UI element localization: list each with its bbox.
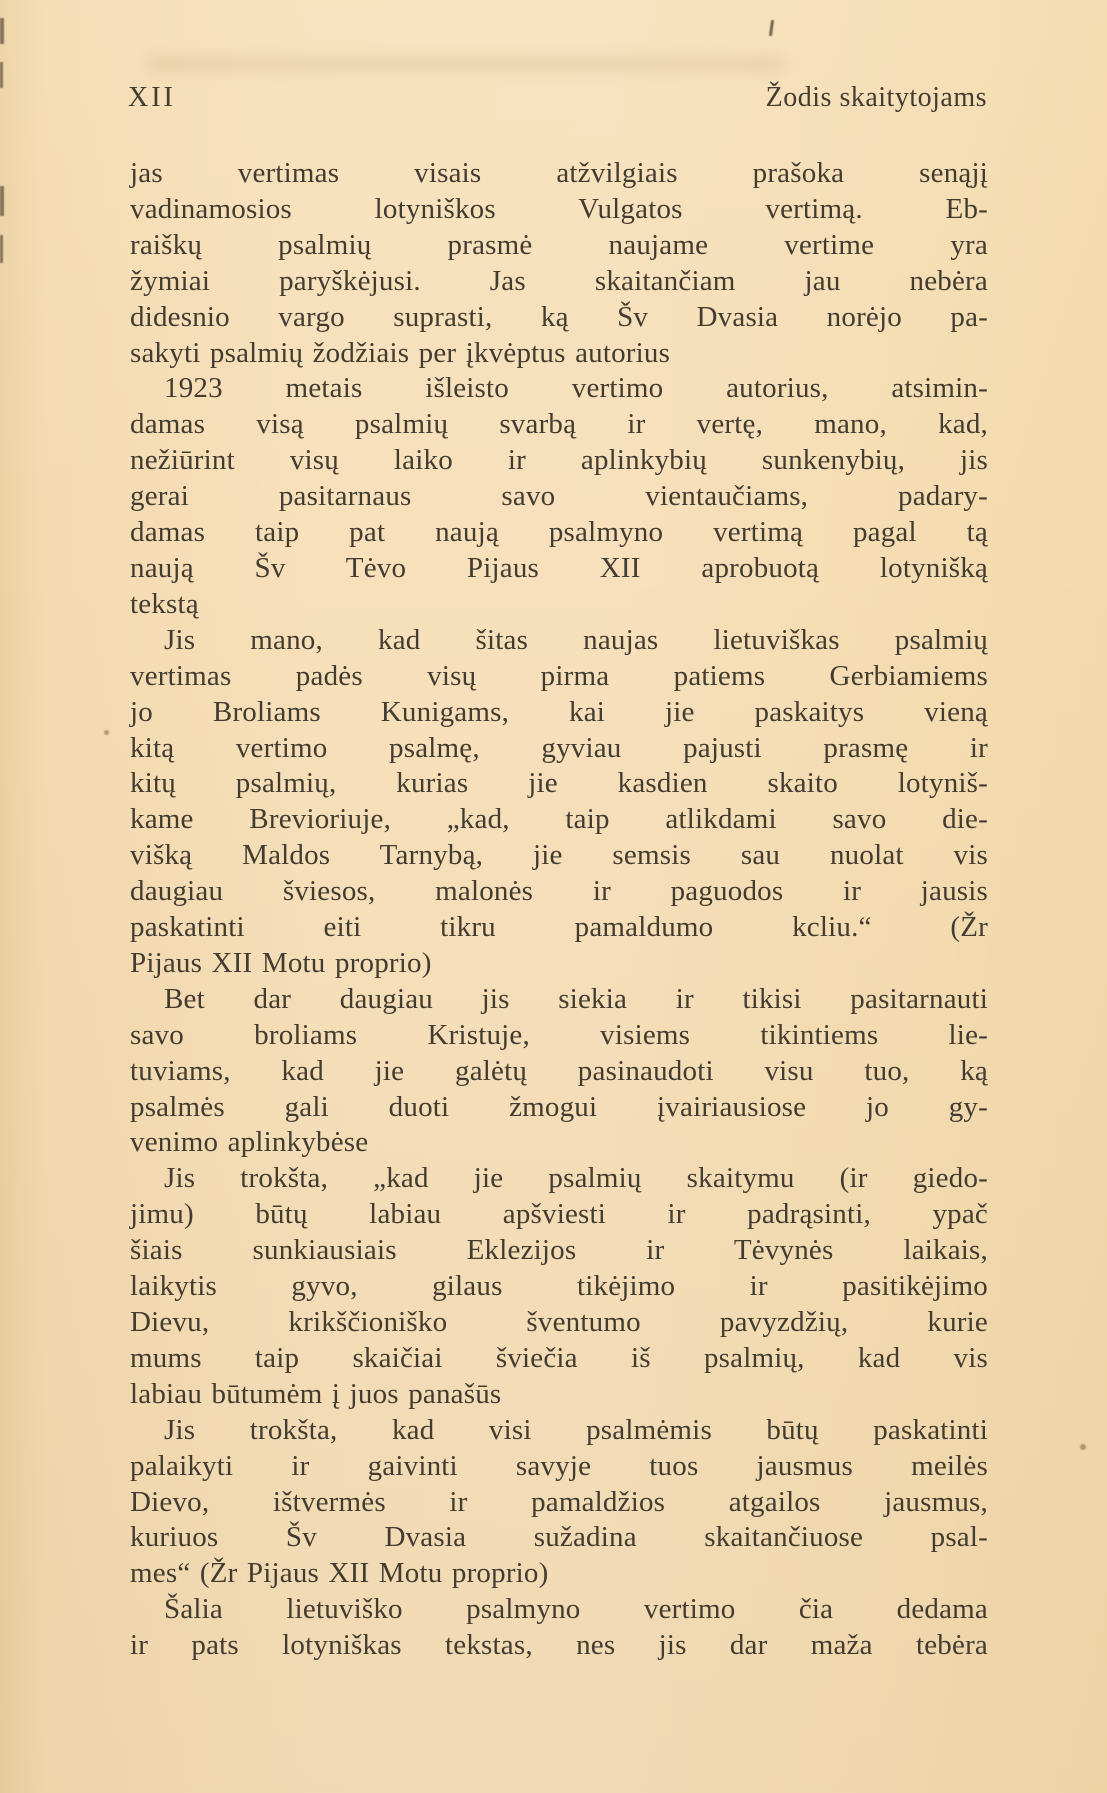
text-line: kitą vertimo psalmę, gyviau pajusti prasmę ir — [130, 731, 988, 764]
text-line: Dievu, krikščioniško šventumo pavyzdžių, kurie — [130, 1306, 988, 1338]
text-line: paskatinti eiti tikru pamaldumo kcliu.“ (Žr — [130, 911, 988, 944]
text-line: vertimas padės visų pirma patiems Gerbiamiems — [130, 659, 988, 692]
scan-speck — [769, 20, 774, 36]
text-line: ir pats lotyniškas tekstas, nes jis dar maža tebėra — [130, 1629, 988, 1662]
text-line: palaikyti ir gaivinti savyje tuos jausmus meilės — [130, 1449, 988, 1482]
page-header — [128, 82, 987, 114]
text-line: mes“ (Žr Pijaus XII Motu proprio) — [130, 1557, 549, 1590]
scan-smudge — [145, 56, 785, 72]
text-line: tuviams, kad jie galėtų pasinaudoti visu tuo, ką — [130, 1054, 988, 1087]
text-line: laikytis gyvo, gilaus tikėjimo ir pasitikėjimo — [130, 1270, 988, 1303]
text-line: nežiūrint visų laiko ir aplinkybių sunkenybių, jis — [130, 444, 988, 477]
text-line: gerai pasitarnaus savo vientaučiams, padary- — [130, 480, 988, 513]
page-number: XII — [128, 82, 176, 113]
text-line: Jis trokšta, kad visi psalmėmis būtų paskatinti — [164, 1413, 988, 1446]
text-line: Jis trokšta, „kad jie psalmių skaitymu (ir giedo- — [164, 1162, 988, 1195]
text-line: didesnio vargo suprasti, ką Šv Dvasia norėjo pa- — [130, 300, 988, 333]
text-line: šiais sunkiausiais Eklezijos ir Tėvynės laikais, — [130, 1234, 988, 1267]
text-line: Pijaus XII Motu proprio) — [130, 946, 432, 979]
text-line: žymiai paryškėjusi. Jas skaitančiam jau nebėra — [130, 264, 988, 297]
text-line: daugiau šviesos, malonės ir paguodos ir jausis — [130, 875, 988, 908]
text-line: mums taip skaičiai šviečia iš psalmių, kad vis — [130, 1341, 988, 1374]
text-line: višką Maldos Tarnybą, jie semsis sau nuolat vis — [130, 839, 988, 872]
text-line: psalmės gali duoti žmogui įvairiausiose jo gy- — [130, 1090, 988, 1123]
text-line: venimo aplinkybėse — [130, 1126, 369, 1159]
text-line: raiškų psalmių prasmė naujame vertime yra — [130, 228, 988, 261]
text-line: jo Broliams Kunigams, kai jie paskaitys vieną — [130, 695, 988, 728]
text-line: jimu) būtų labiau apšviesti ir padrąsinti, ypač — [130, 1198, 988, 1231]
text-line: damas taip pat naują psalmyno vertimą pagal tą — [130, 516, 988, 549]
text-line: damas visą psalmių svarbą ir vertę, mano, kad, — [130, 408, 988, 441]
scan-speck — [0, 62, 3, 88]
text-line: Dievo, ištvermės ir pamaldžios atgailos jausmus, — [130, 1485, 988, 1518]
text-line: Bet dar daugiau jis siekia ir tikisi pasitarnauti — [164, 982, 988, 1015]
text-line: vadinamosios lotyniškos Vulgatos vertimą. Eb- — [130, 192, 988, 225]
text-line: kitų psalmių, kurias jie kasdien skaito lotyniš- — [130, 767, 988, 800]
text-line: savo broliams Kristuje, visiems tikintiems lie- — [130, 1018, 988, 1051]
text-line: jas vertimas visais atžvilgiais prašoka senąjį — [130, 157, 988, 189]
scan-speck — [0, 186, 4, 216]
text-line: labiau būtumėm į juos panašūs — [130, 1377, 502, 1410]
scan-speck — [104, 730, 109, 735]
text-line: sakyti psalmių žodžiais per įkvėptus autorius — [130, 336, 671, 369]
scan-speck — [1080, 1444, 1086, 1450]
scan-speck — [0, 235, 3, 263]
text-line: 1923 metais išleisto vertimo autorius, atsimin- — [164, 372, 988, 405]
text-line: naują Šv Tėvo Pijaus XII aprobuotą lotynišką — [130, 551, 988, 584]
text-line: Jis mano, kad šitas naujas lietuviškas psalmių — [164, 623, 988, 656]
text-line: Šalia lietuviško psalmyno vertimo čia dedama — [164, 1593, 988, 1626]
text-line: kuriuos Šv Dvasia sužadina skaitančiuose psal- — [130, 1521, 988, 1554]
text-line: kame Brevioriuje, „kad, taip atlikdami savo die- — [130, 803, 988, 836]
text-line: tekstą — [130, 587, 199, 620]
text-block — [130, 156, 988, 1664]
running-title: Žodis skaitytojams — [765, 82, 987, 113]
scan-speck — [0, 18, 4, 44]
